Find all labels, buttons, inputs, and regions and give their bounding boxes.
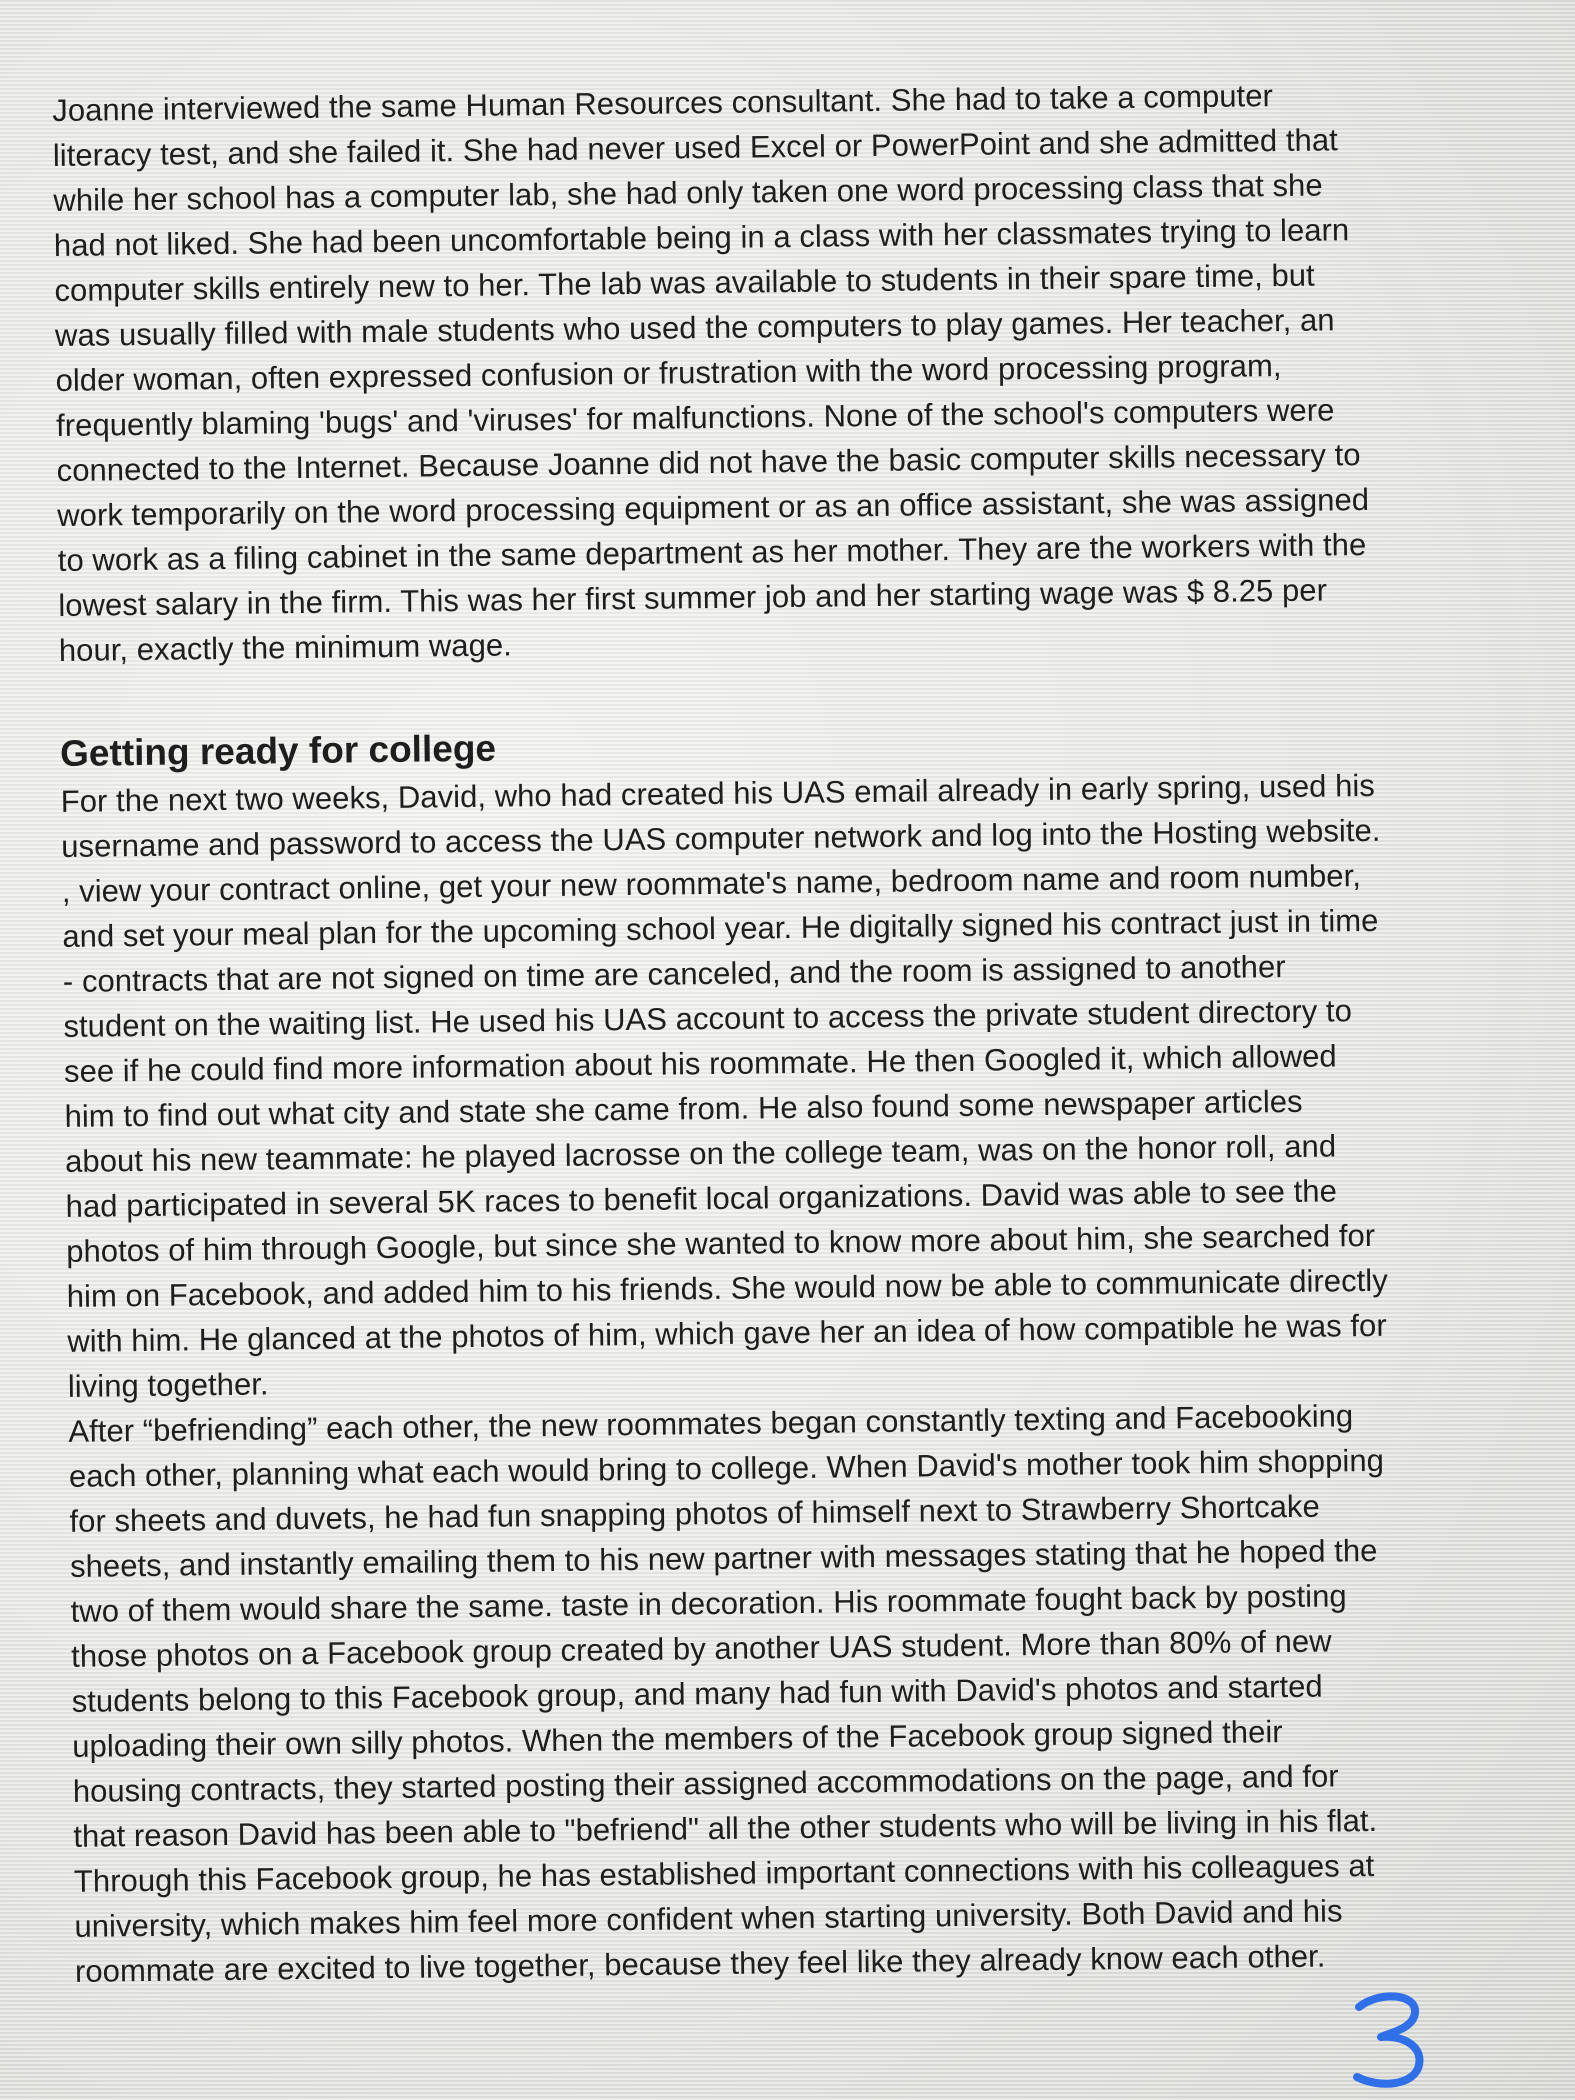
section-heading: Getting ready for college (59, 727, 497, 774)
paragraph-joanne: Joanne interviewed the same Human Resources consultant. She had to take a computer literacy test, and she failed it. She had never used Excel or PowerPoint and she admitted that while her school has a computer lab, she had only taken one word processing class that she had not liked. She had been uncomfortable being in a class with her classmates trying to learn computer skills entirely new to her. The lab was available to students in their spare time, but was usually filled with male students who used the computers to play games. Her teacher, an older woman, often expressed confusion or frustration with the word processing program, frequently blaming 'bugs' and 'viruses' for malfunctions. None of the school's computers were connected to the Internet. Because Joanne did not have the basic computer skills necessary to work temporarily on the word processing equipment or as an office assistant, she was assigned to work as a filing cabinet in the same department as her mother. They are the workers with the lowest salary in the firm. This was her first summer job and her starting wage was $ 8.25 per hour, exactly the minimum wage. (52, 78, 1370, 668)
paragraph-befriending: After “befriending” each other, the new roommates began constantly texting and Facebooking each other, planning what each would bring to college. When David's mother took him shopping for sheets and duvets, he had fun snapping photos of himself next to Strawberry Shortcake sheets, and instantly emailing them to his new partner with messages stating that he hoped the two of them would share the same. taste in decoration. His roommate fought back by posting those photos on a Facebook group created by another UAS student. More than 80% of new students belong to this Facebook group, and many had fun with David's photos and started uploading their own silly photos. When the members of the Facebook group signed their housing contracts, they started posting their assigned accommodations on the page, and for that reason David has been able to "befriend" all the other students who will be living in his flat. Through this Facebook group, he has established important connections with his colleagues at university, which makes him feel more confident when starting university. Both David and his roommate are excited to live together, because they feel like they already know each other. (68, 1398, 1385, 1989)
handwritten-number-mark (1345, 1985, 1435, 2095)
handwritten-page-number (1345, 1985, 1435, 2095)
paragraph-david-preparation: For the next two weeks, David, who had created his UAS email already in early spring, used his username and password to access the UAS computer network and log into the Hosting website. , view your contract online, get your new roommate's name, bedroom name and room number, and set your meal plan for the upcoming school year. He digitally signed his contract just in time - contracts that are not signed on time are canceled, and the room is assigned to another student on the waiting list. He used his UAS account to access the private student directory to see if he could find more information about his roommate. He then Googled it, which allowed him to find out what city and state she came from. He also found some newspaper articles about his new teammate: he played lacrosse on the college team, was on the honor roll, and had participated in several 5K races to benefit local organizations. David was able to see the photos of him through Google, but since she wanted to know more about him, she searched for him on Facebook, and added him to his friends. She would now be able to communicate directly with him. He glanced at the photos of him, which gave her an idea of how compatible he was for living together. (60, 767, 1389, 1404)
document-page (52, 70, 1545, 1994)
